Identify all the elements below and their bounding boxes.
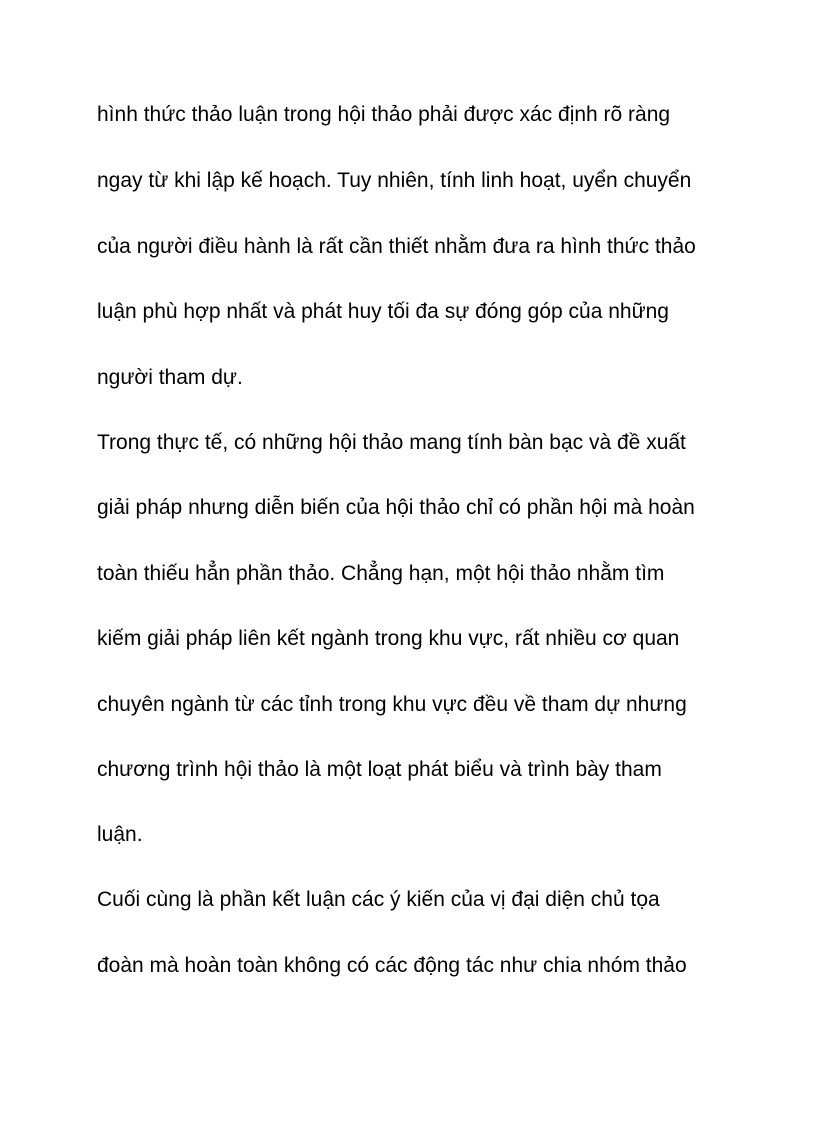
text-line: giải pháp nhưng diễn biến của hội thảo chỉ có phần hội mà hoàn (97, 496, 695, 519)
text-line: đoàn mà hoàn toàn không có các động tác như chia nhóm thảo (97, 954, 687, 977)
text-line: chương trình hội thảo là một loạt phát biểu và trình bày tham (97, 758, 662, 781)
text-line: Cuối cùng là phần kết luận các ý kiến của vị đại diện chủ tọa (97, 888, 660, 911)
text-line: người tham dự. (97, 366, 243, 389)
text-line: của người điều hành là rất cần thiết nhằm đưa ra hình thức thảo (97, 235, 696, 258)
text-line: luận phù hợp nhất và phát huy tối đa sự đóng góp của những (97, 300, 669, 323)
text-line: luận. (97, 823, 143, 846)
text-line: toàn thiếu hẳn phần thảo. Chẳng hạn, một hội thảo nhằm tìm (97, 562, 665, 585)
text-line: chuyên ngành từ các tỉnh trong khu vực đều về tham dự nhưng (97, 693, 687, 716)
text-line: kiếm giải pháp liên kết ngành trong khu vực, rất nhiều cơ quan (97, 627, 680, 650)
text-line: hình thức thảo luận trong hội thảo phải được xác định rõ ràng (97, 103, 671, 126)
text-line: Trong thực tế, có những hội thảo mang tính bàn bạc và đề xuất (97, 431, 686, 454)
text-line: ngay từ khi lập kế hoạch. Tuy nhiên, tính linh hoạt, uyển chuyển (97, 169, 692, 192)
